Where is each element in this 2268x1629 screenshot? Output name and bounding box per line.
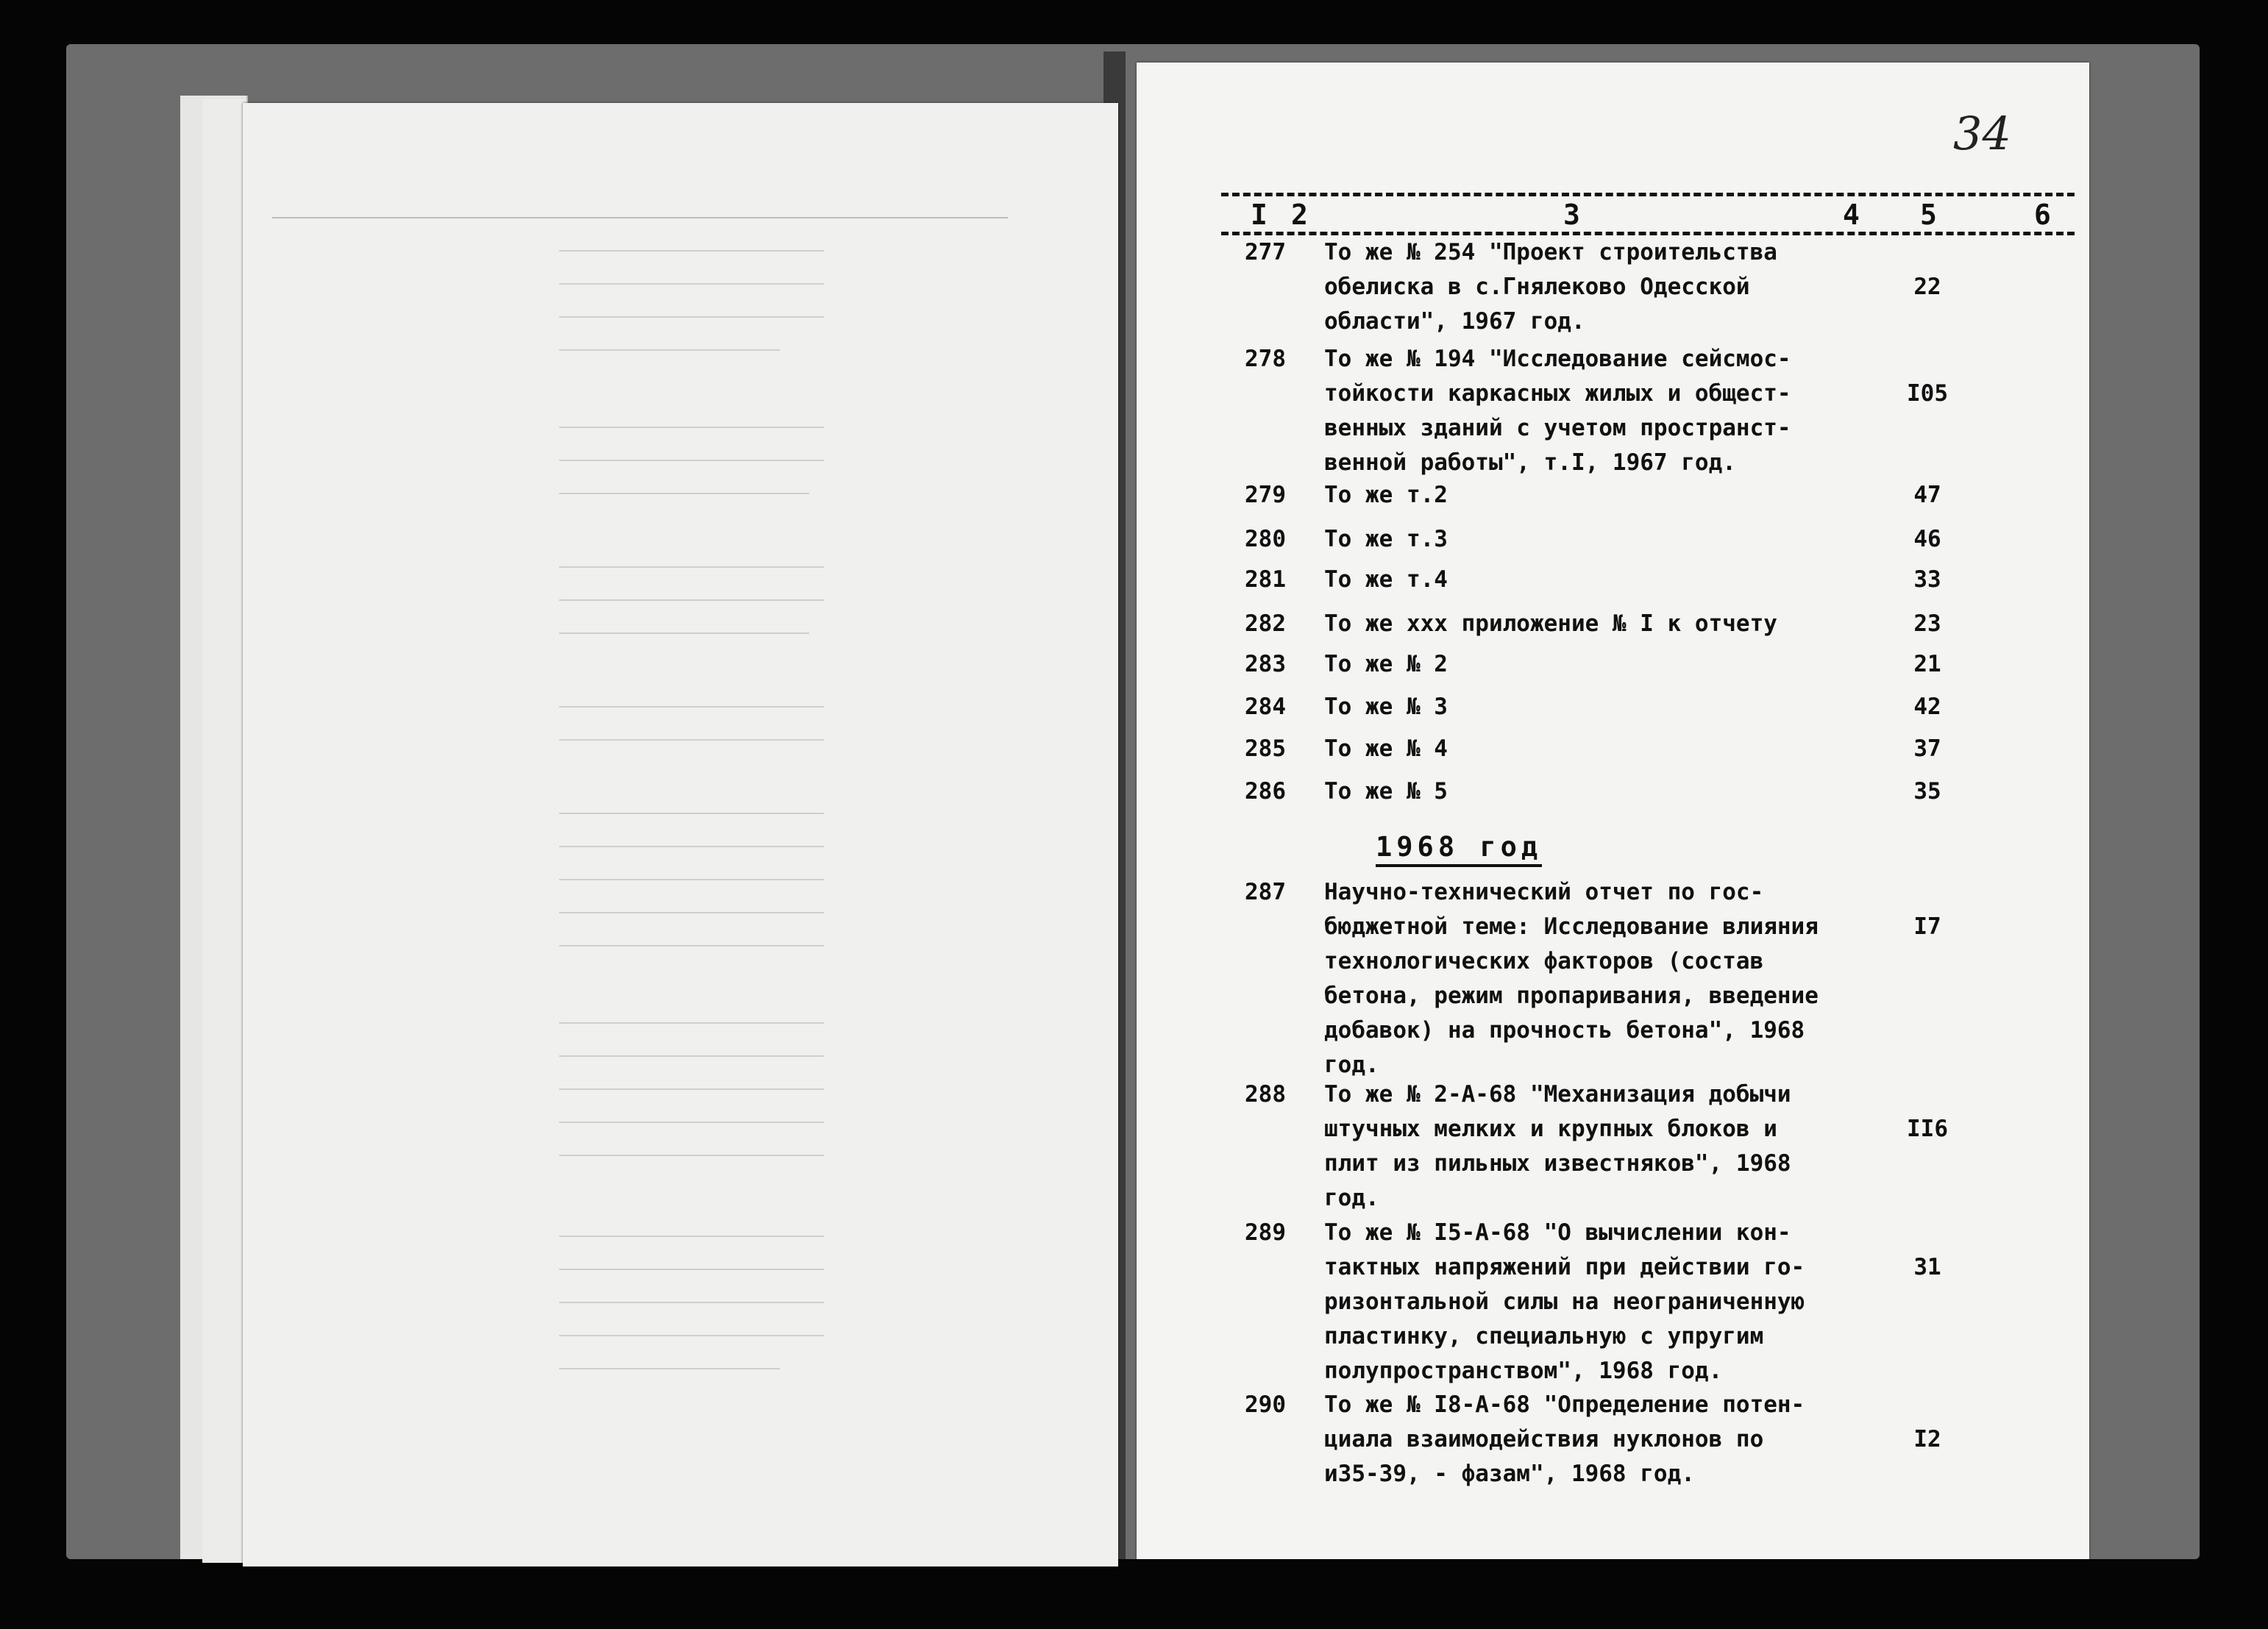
row-description-line: и35-39, - фазам", 1968 год. <box>1324 1461 1695 1487</box>
page-edges <box>202 99 248 1563</box>
row-number: 289 <box>1245 1219 1286 1246</box>
column-header-1: I <box>1251 199 1268 231</box>
row-description-line: То же № 2 <box>1324 651 1448 677</box>
section-heading-year: 1968 год <box>1376 831 1542 867</box>
row-number: 285 <box>1245 735 1286 762</box>
row-number: 279 <box>1245 482 1286 508</box>
row-description-line: бюджетной теме: Исследование влияния <box>1324 913 1819 940</box>
row-number: 283 <box>1245 651 1286 677</box>
row-sheet-count: I05 <box>1907 380 1948 407</box>
row-description-line: венной работы", т.I, 1967 год. <box>1324 449 1736 476</box>
row-number: 280 <box>1245 526 1286 552</box>
row-sheet-count: 35 <box>1913 778 1941 805</box>
row-sheet-count: 47 <box>1913 482 1941 508</box>
row-description-line: плит из пильных известняков", 1968 <box>1324 1150 1791 1177</box>
row-number: 281 <box>1245 566 1286 593</box>
row-sheet-count: 46 <box>1913 526 1941 552</box>
row-description-line: То же № I8-А-68 "Определение потен- <box>1324 1391 1805 1418</box>
row-number: 290 <box>1245 1391 1286 1418</box>
row-sheet-count: 37 <box>1913 735 1941 762</box>
row-description-line: год. <box>1324 1052 1379 1078</box>
row-description-line: пластинку, специальную с упругим <box>1324 1323 1764 1350</box>
row-sheet-count: II6 <box>1907 1116 1948 1142</box>
row-sheet-count: 31 <box>1913 1254 1941 1280</box>
row-description-line: То же т.2 <box>1324 482 1448 508</box>
column-header-6: 6 <box>2034 199 2051 231</box>
row-number: 286 <box>1245 778 1286 805</box>
row-description-line: добавок) на прочность бетона", 1968 <box>1324 1017 1805 1044</box>
row-description-line: То же № 3 <box>1324 694 1448 720</box>
row-description-line: То же № 194 "Исследование сейсмос- <box>1324 346 1791 372</box>
header-dashed-rule-top <box>1221 193 2075 196</box>
row-description-line: То же xxx приложение № I к отчету <box>1324 610 1777 637</box>
row-number: 278 <box>1245 346 1286 372</box>
row-number: 284 <box>1245 694 1286 720</box>
row-number: 288 <box>1245 1081 1286 1108</box>
row-description-line: То же т.4 <box>1324 566 1448 593</box>
row-description-line: То же № 2-А-68 "Механизация добычи <box>1324 1081 1791 1108</box>
row-description-line: Научно-технический отчет по гос- <box>1324 879 1764 905</box>
row-number: 287 <box>1245 879 1286 905</box>
row-sheet-count: 22 <box>1913 274 1941 300</box>
left-page-bleed-through-text <box>243 103 1118 1566</box>
row-description-line: То же № 254 "Проект строительства <box>1324 239 1777 265</box>
column-header-3: 3 <box>1563 199 1580 231</box>
row-description-line: штучных мелких и крупных блоков и <box>1324 1116 1777 1142</box>
row-sheet-count: I2 <box>1913 1426 1941 1452</box>
row-description-line: То же № 5 <box>1324 778 1448 805</box>
row-description-line: То же т.3 <box>1324 526 1448 552</box>
row-description-line: тойкости каркасных жилых и общест- <box>1324 380 1791 407</box>
row-description-line: полупространством", 1968 год. <box>1324 1358 1723 1384</box>
row-sheet-count: 23 <box>1913 610 1941 637</box>
column-header-4: 4 <box>1843 199 1860 231</box>
column-header-5: 5 <box>1920 199 1937 231</box>
column-header-2: 2 <box>1291 199 1308 231</box>
row-description-line: год. <box>1324 1185 1379 1211</box>
row-sheet-count: I7 <box>1913 913 1941 940</box>
row-description-line: тактных напряжений при действии го- <box>1324 1254 1805 1280</box>
row-description-line: технологических факторов (состав <box>1324 948 1764 974</box>
row-description-line: обелиска в с.Гнялеково Одесской <box>1324 274 1750 300</box>
row-number: 282 <box>1245 610 1286 637</box>
row-description-line: венных зданий с учетом пространст- <box>1324 415 1791 441</box>
row-description-line: циала взаимодействия нуклонов по <box>1324 1426 1764 1452</box>
row-sheet-count: 21 <box>1913 651 1941 677</box>
row-description-line: области", 1967 год. <box>1324 308 1585 335</box>
row-description-line: То же № 4 <box>1324 735 1448 762</box>
row-sheet-count: 33 <box>1913 566 1941 593</box>
handwritten-page-number: 34 <box>1953 107 2011 160</box>
row-sheet-count: 42 <box>1913 694 1941 720</box>
row-number: 277 <box>1245 239 1286 265</box>
row-description-line: То же № I5-А-68 "О вычислении кон- <box>1324 1219 1791 1246</box>
row-description-line: бетона, режим пропаривания, введение <box>1324 983 1819 1009</box>
row-description-line: ризонтальной силы на неограниченную <box>1324 1288 1805 1315</box>
